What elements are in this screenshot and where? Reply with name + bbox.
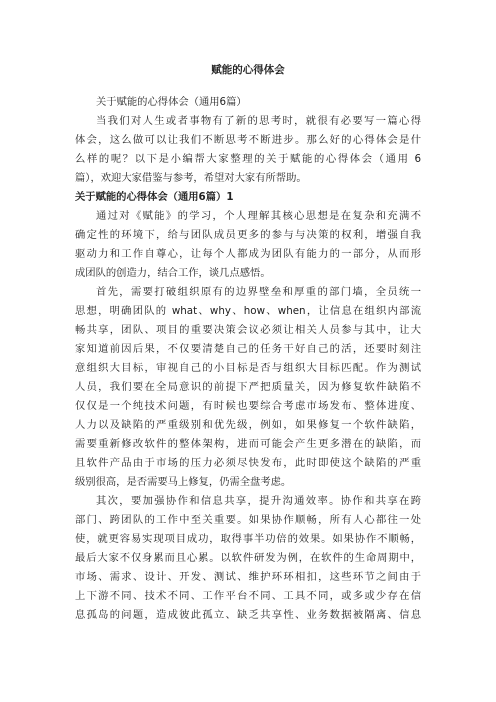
doc-line: 关于赋能的心得体会（通用6篇） — [96, 96, 247, 108]
section-heading: 关于赋能的心得体会（通用6篇）1 — [75, 191, 234, 203]
doc-line: 使，就更容易实现项目成功，取得事半功倍的效果。如果协作不顺畅， — [75, 533, 421, 545]
doc-line: 通过对《赋能》的学习，个人理解其核心思想是在复杂和充满不 — [96, 210, 421, 222]
doc-line: 市场、需求、设计、开发、测试、维护环环相扣，这些环节之间由于 — [75, 571, 421, 583]
doc-line: 篇），欢迎大家借鉴与参考，希望对大家有所帮助。 — [75, 172, 307, 184]
doc-line: 需要重新修改软件的整体架构，进而可能会产生更多潜在的缺陷，而 — [75, 438, 421, 450]
doc-line: 思想，明确团队的 what、why、how、when，让信息在组织内部流 — [75, 305, 421, 317]
document-title: 赋能的心得体会 — [211, 64, 285, 76]
doc-line: 息孤岛的问题，造成彼此孤立、缺乏共享性、业务数据被隔离、信息 — [75, 609, 421, 621]
doc-line: 且软件产品由于市场的压力必须尽快发布，此时即使这个缺陷的严重 — [75, 457, 421, 469]
doc-line: 级别很高，是否需要马上修复，仍需全盘考虑。 — [75, 476, 292, 488]
doc-line: 最后大家不仅身累而且心累。以软件研发为例，在软件的生命周期中， — [75, 552, 421, 564]
doc-line: 其次，要加强协作和信息共享，提升沟通效率。协作和共享在跨 — [96, 495, 421, 507]
doc-line: 部门、跨团队的工作中至关重要。如果协作顺畅，所有人心都往一处 — [75, 514, 421, 526]
doc-line: 人员，我们要在全局意识的前提下严把质量关，因为修复软件缺陷不 — [75, 381, 421, 393]
doc-line: 体会，这么做可以让我们不断思考不断进步。那么好的心得体会是什 — [75, 134, 421, 146]
doc-line: 么样的呢？以下是小编帮大家整理的关于赋能的心得体会（通用 6 — [75, 153, 421, 165]
doc-line: 首先，需要打破组织原有的边界壁垒和厚重的部门墙，全员统一 — [96, 286, 421, 298]
doc-line: 意组织大目标，审视自己的小目标是否与组织大目标匹配。作为测试 — [75, 362, 421, 374]
doc-line: 成团队的创造力，结合工作，谈几点感悟。 — [75, 267, 271, 279]
doc-line: 人力以及缺陷的严重级别和优先级，例如，如果修复一个软件缺陷， — [75, 419, 421, 431]
doc-line: 上下游不同、技术不同、工作平台不同、工具不同，或多或少存在信 — [75, 590, 421, 602]
doc-line: 当我们对人生或者事物有了新的思考时，就很有必要写一篇心得 — [96, 115, 421, 127]
doc-line: 家知道前因后果，不仅要清楚自己的任务干好自己的活，还要时刻注 — [75, 343, 421, 355]
doc-line: 仅仅是一个纯技术问题，有时候也要综合考虑市场发布、整体进度、 — [75, 400, 421, 412]
doc-line: 确定性的环境下，给与团队成员更多的参与与决策的权利，增强自我 — [75, 229, 421, 241]
doc-line: 驱动力和工作自尊心，让每个人都成为团队有能力的一部分，从而形 — [75, 248, 421, 260]
doc-line: 畅共享，团队、项目的重要决策会议必须让相关人员参与其中，让大 — [75, 324, 421, 336]
